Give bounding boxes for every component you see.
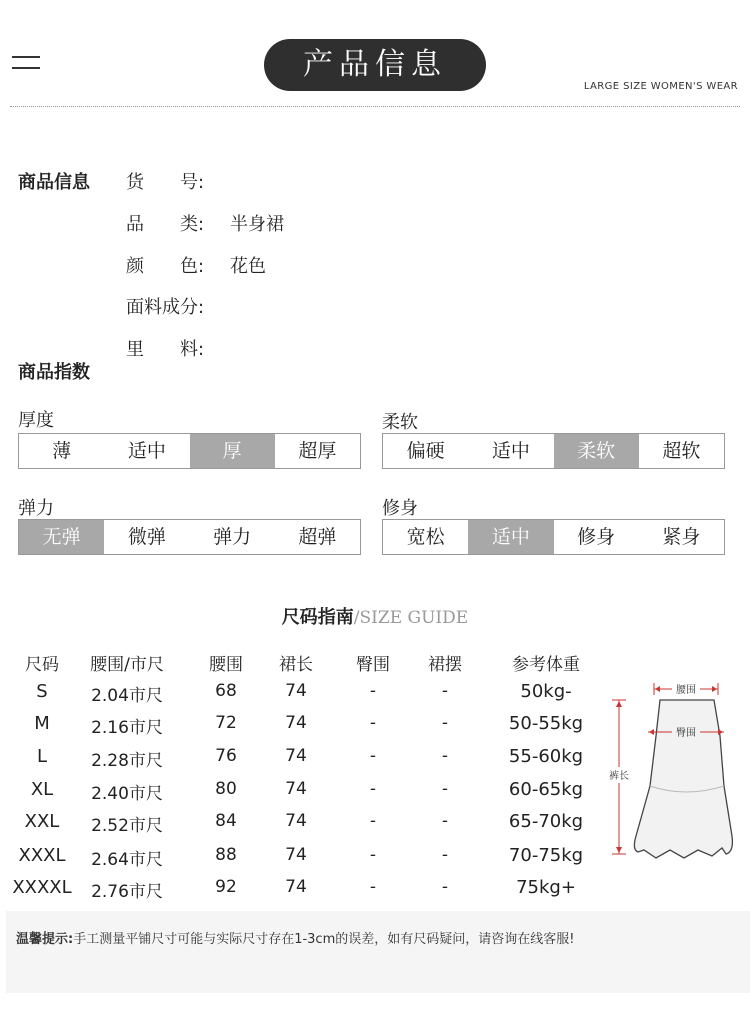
size-guide-title-cn: 尺码指南 xyxy=(281,607,354,628)
table-cell: - xyxy=(369,681,377,701)
index-options xyxy=(382,433,725,469)
index-option: 适中 xyxy=(468,520,553,554)
table-cell: 2.04市尺 xyxy=(91,686,163,706)
table-cell: 50-55kg xyxy=(508,713,584,734)
product-info-title: 商品信息 xyxy=(18,172,90,193)
tip-text: 手工测量平铺尺寸可能与实际尺寸存在1-3cm的误差，如有尺码疑问，请咨询在线客服! xyxy=(73,932,575,947)
table-cell: 76 xyxy=(215,746,237,766)
table-cell: 2.76市尺 xyxy=(91,882,163,902)
page-title: 产品信息 xyxy=(264,39,486,91)
index-options xyxy=(18,519,361,555)
table-cell: - xyxy=(441,779,449,799)
table-cell: - xyxy=(369,713,377,733)
table-row xyxy=(0,877,600,909)
table-header-cell: 裙长 xyxy=(279,655,313,675)
table-cell: - xyxy=(369,811,377,831)
table-cell: 74 xyxy=(285,779,307,799)
table-cell: 75kg+ xyxy=(516,877,576,898)
table-cell: - xyxy=(441,811,449,831)
table-header-cell: 裙摆 xyxy=(428,655,462,675)
table-cell: - xyxy=(441,845,449,865)
table-cell: 2.52市尺 xyxy=(91,816,163,836)
tip-label: 温馨提示: xyxy=(16,932,74,947)
table-cell: XL xyxy=(30,779,54,800)
size-guide-title-en: /SIZE GUIDE xyxy=(353,608,469,628)
info-key: 里 料: xyxy=(126,339,205,360)
index-option: 微弹 xyxy=(127,526,166,548)
index-options xyxy=(382,519,725,555)
index-label: 弹力 xyxy=(18,498,54,519)
table-header-cell: 参考体重 xyxy=(512,655,580,675)
index-option: 厚 xyxy=(190,434,275,468)
info-value: 半身裙 xyxy=(230,214,284,235)
index-option: 超软 xyxy=(662,440,701,462)
table-cell: 2.64市尺 xyxy=(91,850,163,870)
info-key: 面料成分: xyxy=(126,297,205,318)
table-cell: - xyxy=(369,877,377,897)
table-row xyxy=(0,681,600,713)
product-index-title: 商品指数 xyxy=(18,362,90,383)
info-row xyxy=(126,252,266,278)
table-cell: 55-60kg xyxy=(508,746,584,767)
length-label: 裤长 xyxy=(609,771,629,782)
index-option: 柔软 xyxy=(554,434,639,468)
index-option: 超弹 xyxy=(298,526,337,548)
table-cell: 70-75kg xyxy=(508,845,584,866)
tip xyxy=(16,928,574,947)
index-option: 适中 xyxy=(491,440,530,462)
hip-label: 臀围 xyxy=(676,728,696,739)
table-cell: 80 xyxy=(215,779,237,799)
table-cell: - xyxy=(441,746,449,766)
table-cell: M xyxy=(34,713,50,734)
info-row xyxy=(126,335,230,361)
table-row xyxy=(0,713,600,745)
table-cell: 92 xyxy=(215,877,237,897)
table-cell: 74 xyxy=(285,681,307,701)
table-cell: S xyxy=(36,681,48,702)
table-cell: 74 xyxy=(285,877,307,897)
menu-icon[interactable] xyxy=(12,56,40,70)
index-option: 偏硬 xyxy=(406,440,445,462)
index-option: 适中 xyxy=(127,440,166,462)
index-option: 修身 xyxy=(577,526,616,548)
table-cell: XXL xyxy=(24,811,60,832)
table-cell: XXXXL xyxy=(12,877,72,898)
table-cell: 72 xyxy=(215,713,237,733)
dotted-divider xyxy=(10,106,740,107)
tip-box xyxy=(6,911,750,993)
index-label: 修身 xyxy=(382,498,418,519)
size-guide-title xyxy=(0,603,750,629)
table-header xyxy=(0,650,600,682)
index-option: 无弹 xyxy=(19,520,104,554)
table-cell: 50kg- xyxy=(520,681,572,702)
info-key: 货 号: xyxy=(126,172,205,193)
table-cell: XXXL xyxy=(18,845,66,866)
table-cell: 68 xyxy=(215,681,237,701)
skirt-diagram-svg xyxy=(598,676,738,876)
table-header-cell: 腰围 xyxy=(209,655,243,675)
table-cell: 65-70kg xyxy=(508,811,584,832)
table-cell: - xyxy=(369,746,377,766)
table-row xyxy=(0,746,600,778)
table-cell: - xyxy=(441,681,449,701)
table-header-cell: 臀围 xyxy=(356,655,390,675)
info-row xyxy=(126,168,230,194)
table-row xyxy=(0,811,600,843)
table-header-cell: 尺码 xyxy=(25,655,59,675)
index-option: 弹力 xyxy=(213,526,252,548)
info-row xyxy=(126,293,230,319)
table-cell: 74 xyxy=(285,746,307,766)
table-cell: 88 xyxy=(215,845,237,865)
index-label: 柔软 xyxy=(382,412,418,433)
table-cell: L xyxy=(36,746,48,767)
table-row xyxy=(0,845,600,877)
table-cell: - xyxy=(369,779,377,799)
index-option: 薄 xyxy=(52,440,72,462)
index-options xyxy=(18,433,361,469)
info-key: 品 类: xyxy=(126,214,205,235)
waist-label: 腰围 xyxy=(676,685,696,696)
info-key: 颜 色: xyxy=(126,256,205,277)
table-cell: 74 xyxy=(285,845,307,865)
table-row xyxy=(0,779,600,811)
table-cell: 2.40市尺 xyxy=(91,784,163,804)
table-cell: - xyxy=(441,713,449,733)
info-row xyxy=(126,210,284,236)
skirt-diagram xyxy=(598,676,738,876)
table-cell: 2.16市尺 xyxy=(91,718,163,738)
table-cell: - xyxy=(369,845,377,865)
index-option: 超厚 xyxy=(298,440,337,462)
table-cell: 84 xyxy=(215,811,237,831)
table-cell: - xyxy=(441,877,449,897)
table-header-cell: 腰围/市尺 xyxy=(90,655,164,675)
index-option: 紧身 xyxy=(662,526,701,548)
index-label: 厚度 xyxy=(18,410,54,431)
table-cell: 2.28市尺 xyxy=(91,751,163,771)
index-option: 宽松 xyxy=(406,526,445,548)
page-subtitle: LARGE SIZE WOMEN'S WEAR xyxy=(583,81,738,92)
table-cell: 74 xyxy=(285,811,307,831)
table-cell: 60-65kg xyxy=(508,779,584,800)
table-cell: 74 xyxy=(285,713,307,733)
info-value: 花色 xyxy=(230,256,266,277)
